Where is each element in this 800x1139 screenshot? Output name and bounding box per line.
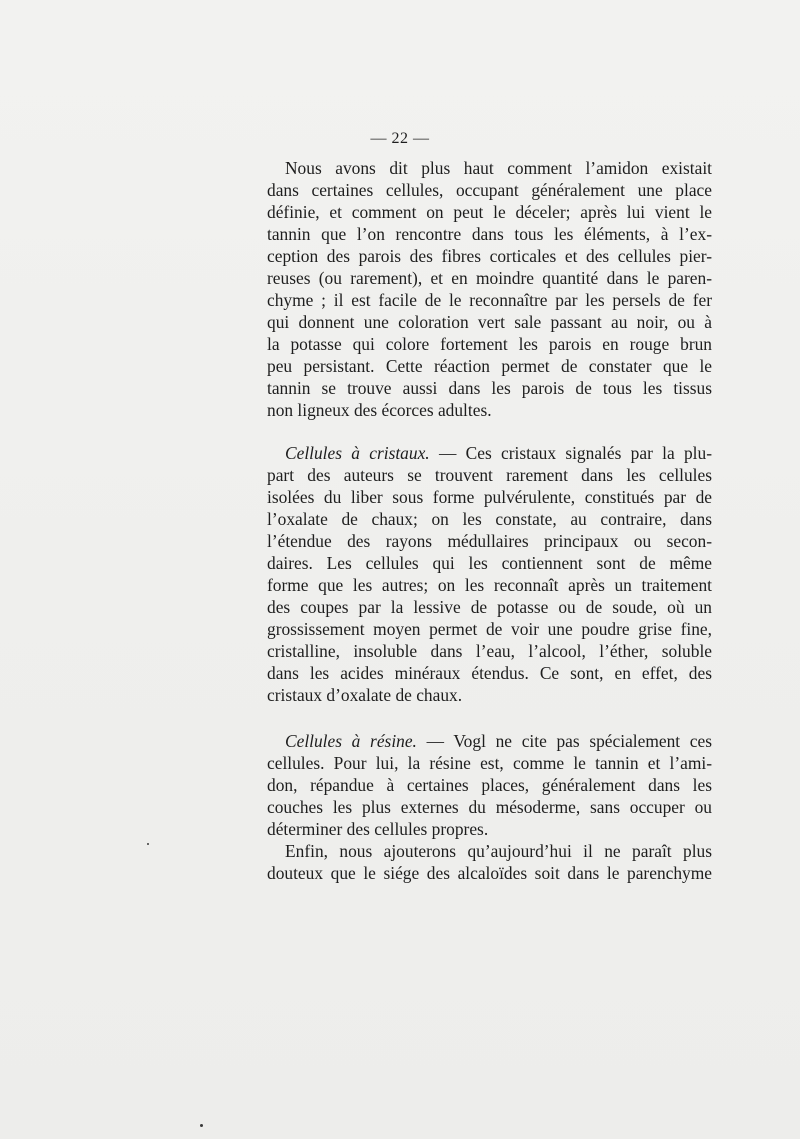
paragraph-3-first-line-text: — Vogl ne cite pas spécialement ces xyxy=(416,731,713,751)
page-number: — 22 — xyxy=(370,130,430,147)
paragraph-2-line: l’étendue des rayons médullaires principaux ou secon- xyxy=(267,531,712,551)
paragraph-3-line: don, répandue à certaines places, généralement dans les xyxy=(267,775,712,795)
paragraph-2-line: cristaux d’oxalate de chaux. xyxy=(267,685,463,705)
scan-speck xyxy=(200,1124,203,1127)
paragraph-1-line: tannin se trouve aussi dans les parois de tous les tissus xyxy=(267,378,712,398)
paragraph-2-line: cristalline, insoluble dans l’eau, l’alcool, l’éther, soluble xyxy=(267,641,712,661)
paragraph-2-line: des coupes par la lessive de potasse ou de soude, où un xyxy=(267,597,712,617)
paragraph-2-line: grossissement moyen permet de voir une poudre grise fine, xyxy=(267,619,712,639)
paragraph-2-line: forme que les autres; on les reconnaît après un traitement xyxy=(267,575,712,595)
paragraph-1-line: Nous avons dit plus haut comment l’amidon existait xyxy=(285,158,712,178)
paragraph-1-line: la potasse qui colore fortement les parois en rouge brun xyxy=(267,334,712,354)
paragraph-3-line: cellules. Pour lui, la résine est, comme le tannin et l’ami- xyxy=(267,753,712,773)
paragraph-2-line: isolées du liber sous forme pulvérulente, constitués par de xyxy=(267,487,712,507)
paragraph-1-line: reuses (ou rarement), et en moindre quantité dans le paren- xyxy=(267,268,712,288)
paragraph-2-line: dans les acides minéraux étendus. Ce sont, en effet, des xyxy=(267,663,712,683)
paragraph-2-first-line xyxy=(285,442,712,464)
paragraph-3-first-line xyxy=(285,730,712,752)
paragraph-3-line: couches les plus externes du mésoderme, sans occuper ou xyxy=(267,797,712,817)
paragraph-2-line: daires. Les cellules qui les contiennent sont de même xyxy=(267,553,712,573)
paragraph-1-line: tannin que l’on rencontre dans tous les éléments, à l’ex- xyxy=(267,224,712,244)
paragraph-1-line: non ligneux des écorces adultes. xyxy=(267,400,492,420)
paragraph-2-line: l’oxalate de chaux; on les constate, au contraire, dans xyxy=(267,509,712,529)
paragraph-1-line: définie, et comment on peut le déceler; après lui vient le xyxy=(267,202,712,222)
paragraph-4-line: Enfin, nous ajouterons qu’aujourd’hui il ne paraît plus xyxy=(285,841,712,861)
section-heading-crystal-cells: Cellules à cristaux. xyxy=(285,443,430,463)
paragraph-1-line: dans certaines cellules, occupant généralement une place xyxy=(267,180,712,200)
paragraph-1-line: chyme ; il est facile de le reconnaître par les persels de fer xyxy=(267,290,712,310)
scan-speck xyxy=(147,843,149,845)
paragraph-3-line: déterminer des cellules propres. xyxy=(267,819,489,839)
paragraph-1-line: ception des parois des fibres corticales et des cellules pier- xyxy=(267,246,712,266)
paragraph-2-line: part des auteurs se trouvent rarement dans les cellules xyxy=(267,465,712,485)
paragraph-4-line: douteux que le siége des alcaloïdes soit dans le parenchyme xyxy=(267,863,712,883)
paragraph-1-line: qui donnent une coloration vert sale passant au noir, ou à xyxy=(267,312,712,332)
paragraph-1-line: peu persistant. Cette réaction permet de constater que le xyxy=(267,356,712,376)
paragraph-2-first-line-text: — Ces cristaux signalés par la plu- xyxy=(429,443,713,463)
section-heading-resin-cells: Cellules à résine. xyxy=(285,731,417,751)
